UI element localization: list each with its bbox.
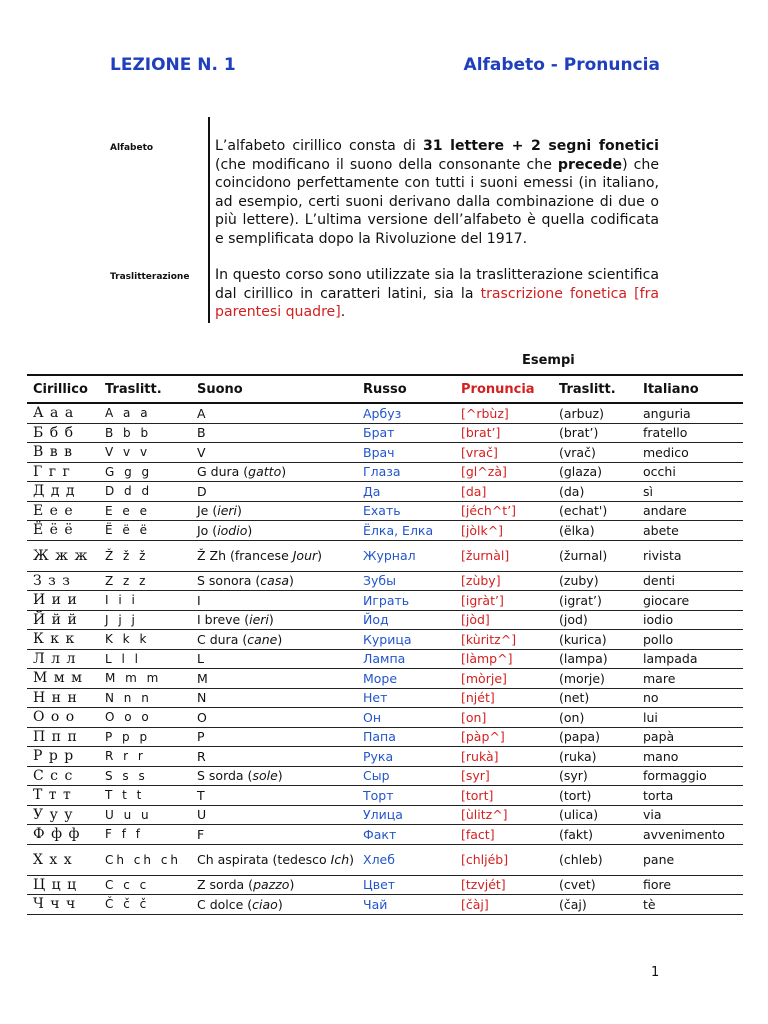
- cell-sound: [191, 766, 357, 786]
- intro-bold: 31 lettere + 2 segni fonetici: [422, 138, 659, 154]
- cell-translit: R r r: [99, 747, 191, 767]
- cell-cyrillic: Р р р: [27, 747, 99, 767]
- cell-translit-2: (cvet): [553, 875, 637, 895]
- cell-sound: [191, 825, 357, 845]
- cell-italian: occhi: [637, 462, 743, 482]
- cell-italian: lui: [637, 708, 743, 728]
- cell-translit: C c c: [99, 875, 191, 895]
- cell-cyrillic: А а а: [27, 403, 99, 423]
- sound-example: ciao: [252, 896, 278, 912]
- cell-translit: M m m: [99, 669, 191, 689]
- cell-translit: I i i: [99, 591, 191, 611]
- header-translit: Traslitt.: [99, 375, 191, 403]
- sound-text: Ž Zh (francese: [197, 548, 293, 563]
- cell-cyrillic: Й й й: [27, 610, 99, 630]
- cell-translit-2: (papa): [553, 727, 637, 747]
- cell-translit-2: (echat'): [553, 501, 637, 521]
- cell-russian: Йод: [357, 610, 455, 630]
- cell-translit: S s s: [99, 766, 191, 786]
- table-row: [27, 462, 743, 482]
- cell-italian: formaggio: [637, 766, 743, 786]
- sound-text: I breve (: [197, 612, 250, 628]
- sound-text-end: ): [349, 852, 355, 867]
- intro-paragraph-alphabet: [215, 137, 659, 249]
- sound-text: P: [197, 729, 205, 745]
- sound-example: casa: [260, 573, 290, 589]
- table-row: [27, 895, 743, 915]
- cell-sound: [191, 571, 357, 591]
- sound-text-end: ): [289, 573, 294, 589]
- cell-sound: [191, 403, 357, 423]
- cell-italian: avvenimento: [637, 825, 743, 845]
- sound-text: Je (: [197, 503, 218, 519]
- cell-russian: Хлеб: [357, 844, 455, 875]
- cell-pronunciation: [zùby]: [455, 571, 553, 591]
- cell-translit: B b b: [99, 423, 191, 443]
- cell-russian: Ёлка, Елка: [357, 521, 455, 541]
- cell-pronunciation: [mòrje]: [455, 669, 553, 689]
- sound-example: iodio: [217, 522, 248, 538]
- cell-russian: Цвет: [357, 875, 455, 895]
- table-body: [27, 403, 743, 914]
- cell-translit-2: (ulica): [553, 805, 637, 825]
- cell-italian: fiore: [637, 875, 743, 895]
- sound-text-end: ): [277, 896, 283, 912]
- cell-translit: N n n: [99, 688, 191, 708]
- cell-pronunciation: [pàp^]: [455, 727, 553, 747]
- cell-pronunciation: [brat’]: [455, 423, 553, 443]
- cell-translit-2: (tort): [553, 786, 637, 806]
- table-row: [27, 669, 743, 689]
- cell-pronunciation: [čàj]: [455, 895, 553, 915]
- table-row: [27, 825, 743, 845]
- cell-translit-2: (arbuz): [553, 403, 637, 423]
- cell-italian: sì: [637, 482, 743, 502]
- cell-translit-2: (syr): [553, 766, 637, 786]
- cell-translit: Z z z: [99, 571, 191, 591]
- sound-example: ieri: [249, 612, 269, 628]
- table-row: [27, 591, 743, 611]
- sound-example: Jour: [292, 548, 318, 563]
- cell-translit: U u u: [99, 805, 191, 825]
- table-row: [27, 423, 743, 443]
- cell-cyrillic: Ё ё ё: [27, 521, 99, 541]
- intro-text: ) che coincidono perfettamente con tutti i suoni emessi (in italiano, ad esempio, certi suoni derivano dalla combinazione di due o più lettere). L’ultima versione dell’alfabeto è quella codificata e semplificata dopo la Rivoluzione del 1917.: [215, 156, 659, 247]
- cell-italian: torta: [637, 786, 743, 806]
- cell-translit: F f f: [99, 825, 191, 845]
- table-row: [27, 766, 743, 786]
- cell-russian: Брат: [357, 423, 455, 443]
- sound-text: C dolce (: [197, 896, 253, 912]
- cell-sound: [191, 423, 357, 443]
- cell-sound: [191, 462, 357, 482]
- cell-translit-2: (chleb): [553, 844, 637, 875]
- cell-russian: Папа: [357, 727, 455, 747]
- topic-title: Alfabeto - Pronuncia: [463, 55, 660, 75]
- table-row: [27, 805, 743, 825]
- sound-text-end: ): [277, 768, 283, 784]
- cell-pronunciation: [làmp^]: [455, 649, 553, 669]
- cell-pronunciation: [fact]: [455, 825, 553, 845]
- cell-cyrillic: О о о: [27, 708, 99, 728]
- cell-pronunciation: [jòd]: [455, 610, 553, 630]
- cell-pronunciation: [tort]: [455, 786, 553, 806]
- cell-cyrillic: Х х х: [27, 844, 99, 875]
- table-row: [27, 443, 743, 463]
- label-alfabeto: Alfabeto: [110, 143, 154, 153]
- cell-translit-2: (glaza): [553, 462, 637, 482]
- cell-translit: G g g: [99, 462, 191, 482]
- page-number: 1: [651, 965, 660, 980]
- cell-italian: medico: [637, 443, 743, 463]
- cell-cyrillic: Б б б: [27, 423, 99, 443]
- cell-translit: A a a: [99, 403, 191, 423]
- cell-italian: tè: [637, 895, 743, 915]
- table-row: [27, 786, 743, 806]
- table-row: [27, 482, 743, 502]
- cell-sound: [191, 895, 357, 915]
- table-row: [27, 610, 743, 630]
- header-pronunciation: Pronuncia: [455, 375, 553, 403]
- cell-russian: Лампа: [357, 649, 455, 669]
- cell-translit: P p p: [99, 727, 191, 747]
- header-sound: Suono: [191, 375, 357, 403]
- lesson-title: LEZIONE N. 1: [110, 55, 236, 75]
- intro-text: In questo corso sono utilizzate sia la traslitterazione scientifica dal cirillico in caratteri latini, sia la: [215, 267, 659, 302]
- cell-pronunciation: [igràt’]: [455, 591, 553, 611]
- cell-italian: andare: [637, 501, 743, 521]
- sound-text: U: [197, 807, 207, 823]
- cell-sound: [191, 443, 357, 463]
- cell-russian: Рука: [357, 747, 455, 767]
- cell-sound: [191, 649, 357, 669]
- sound-text: F: [197, 826, 205, 842]
- cell-pronunciation: [kùritz^]: [455, 630, 553, 650]
- sound-text-end: ): [237, 503, 242, 519]
- cell-sound: [191, 501, 357, 521]
- sound-example: ieri: [217, 503, 238, 519]
- cell-russian: Журнал: [357, 540, 455, 571]
- cell-russian: Играть: [357, 591, 455, 611]
- cell-pronunciation: [on]: [455, 708, 553, 728]
- sound-text: G dura (: [197, 464, 249, 480]
- cell-italian: anguria: [637, 403, 743, 423]
- cell-cyrillic: И и и: [27, 591, 99, 611]
- cell-russian: Арбуз: [357, 403, 455, 423]
- cell-italian: iodio: [637, 610, 743, 630]
- cell-cyrillic: П п п: [27, 727, 99, 747]
- cell-russian: Нет: [357, 688, 455, 708]
- cell-sound: [191, 875, 357, 895]
- cell-translit-2: (ruka): [553, 747, 637, 767]
- sound-text: T: [197, 787, 205, 803]
- cell-cyrillic: К к к: [27, 630, 99, 650]
- cell-translit: L l l: [99, 649, 191, 669]
- cell-translit-2: (morje): [553, 669, 637, 689]
- cell-cyrillic: Г г г: [27, 462, 99, 482]
- table-row: [27, 747, 743, 767]
- sound-text: R: [197, 748, 206, 764]
- cell-cyrillic: Ф ф ф: [27, 825, 99, 845]
- cell-italian: rivista: [637, 540, 743, 571]
- cell-italian: abete: [637, 521, 743, 541]
- cell-italian: via: [637, 805, 743, 825]
- table-row: [27, 571, 743, 591]
- cell-pronunciation: [ùlitz^]: [455, 805, 553, 825]
- cell-cyrillic: Ж ж ж: [27, 540, 99, 571]
- cell-russian: Улица: [357, 805, 455, 825]
- sound-text: M: [197, 670, 208, 686]
- sound-text: S sorda (: [197, 768, 253, 784]
- cell-translit: Ch ch ch: [99, 844, 191, 875]
- cell-russian: Врач: [357, 443, 455, 463]
- table-row: [27, 727, 743, 747]
- cell-translit-2: (da): [553, 482, 637, 502]
- cell-sound: [191, 708, 357, 728]
- table-row: [27, 844, 743, 875]
- cell-italian: mare: [637, 669, 743, 689]
- cell-translit-2: (žurnal): [553, 540, 637, 571]
- cell-pronunciation: [rukà]: [455, 747, 553, 767]
- cell-translit-2: (igrat’): [553, 591, 637, 611]
- header-translit-2: Traslitt.: [553, 375, 637, 403]
- cell-italian: mano: [637, 747, 743, 767]
- table-row: [27, 403, 743, 423]
- cell-pronunciation: [vrač]: [455, 443, 553, 463]
- sound-text-end: ): [289, 877, 295, 893]
- cell-pronunciation: [tzvjét]: [455, 875, 553, 895]
- cell-italian: denti: [637, 571, 743, 591]
- cell-sound: [191, 688, 357, 708]
- sound-text: N: [197, 690, 207, 706]
- cell-russian: Море: [357, 669, 455, 689]
- cell-italian: pane: [637, 844, 743, 875]
- cell-sound: [191, 844, 357, 875]
- cell-translit-2: (zuby): [553, 571, 637, 591]
- cell-pronunciation: [jòlk^]: [455, 521, 553, 541]
- cell-russian: Торт: [357, 786, 455, 806]
- cell-translit-2: (vrač): [553, 443, 637, 463]
- cell-russian: Да: [357, 482, 455, 502]
- header-cyrillic: Cirillico: [27, 375, 99, 403]
- cell-pronunciation: [^rbùz]: [455, 403, 553, 423]
- cell-sound: [191, 540, 357, 571]
- table-row: [27, 540, 743, 571]
- sound-text-end: ): [247, 522, 253, 538]
- sound-text: B: [197, 425, 206, 441]
- cell-sound: [191, 805, 357, 825]
- cell-russian: Ехать: [357, 501, 455, 521]
- intro-paragraph-transliteration: [215, 266, 659, 322]
- sound-text: O: [197, 709, 207, 725]
- cell-italian: lampada: [637, 649, 743, 669]
- table-header-row: [27, 375, 743, 403]
- table-row: [27, 630, 743, 650]
- sound-text-end: ): [281, 464, 287, 480]
- sound-text: Ch aspirata (tedesco: [197, 852, 331, 867]
- cell-cyrillic: В в в: [27, 443, 99, 463]
- alphabet-table: [27, 374, 743, 915]
- cell-russian: Курица: [357, 630, 455, 650]
- cell-russian: Сыр: [357, 766, 455, 786]
- cell-russian: Факт: [357, 825, 455, 845]
- intro-text: L’alfabeto cirillico consta di: [215, 138, 423, 154]
- cell-italian: fratello: [637, 423, 743, 443]
- intro-text: .: [340, 304, 346, 321]
- sound-text-end: ): [268, 612, 274, 628]
- cell-pronunciation: [jéch^t’]: [455, 501, 553, 521]
- cell-cyrillic: М м м: [27, 669, 99, 689]
- cell-cyrillic: У у у: [27, 805, 99, 825]
- cell-translit: Ë ë ë: [99, 521, 191, 541]
- examples-group-label: Esempi: [522, 353, 575, 368]
- header-russian: Russo: [357, 375, 455, 403]
- cell-italian: giocare: [637, 591, 743, 611]
- cell-translit: E e e: [99, 501, 191, 521]
- sound-example: pazzo: [253, 877, 290, 893]
- cell-pronunciation: [syr]: [455, 766, 553, 786]
- cell-cyrillic: Н н н: [27, 688, 99, 708]
- cell-italian: papà: [637, 727, 743, 747]
- cell-sound: [191, 610, 357, 630]
- sound-text-end: ): [317, 548, 323, 563]
- cell-sound: [191, 591, 357, 611]
- intro-bold: precede: [557, 156, 623, 173]
- intro-red-text: trascrizione fonetica [fra parentesi quadre]: [215, 285, 660, 321]
- cell-translit-2: (net): [553, 688, 637, 708]
- cell-sound: [191, 482, 357, 502]
- cell-translit: D d d: [99, 482, 191, 502]
- sound-text: S sonora (: [197, 573, 261, 589]
- sound-text: D: [197, 483, 207, 499]
- cell-cyrillic: С с с: [27, 766, 99, 786]
- cell-translit: V v v: [99, 443, 191, 463]
- cell-translit: K k k: [99, 630, 191, 650]
- sound-example: cane: [247, 631, 278, 647]
- cell-sound: [191, 669, 357, 689]
- table-row: [27, 708, 743, 728]
- cell-translit-2: (kurica): [553, 630, 637, 650]
- intro-text: (che modificano il suono della consonante che: [215, 156, 558, 173]
- sound-text: A: [197, 405, 206, 421]
- table-row: [27, 501, 743, 521]
- cell-cyrillic: Ц ц ц: [27, 875, 99, 895]
- cell-sound: [191, 786, 357, 806]
- cell-sound: [191, 630, 357, 650]
- cell-pronunciation: [njét]: [455, 688, 553, 708]
- sound-text: Z sorda (: [197, 877, 254, 893]
- table-row: [27, 649, 743, 669]
- cell-russian: Чай: [357, 895, 455, 915]
- cell-cyrillic: Ч ч ч: [27, 895, 99, 915]
- cell-translit: O o o: [99, 708, 191, 728]
- cell-russian: Глаза: [357, 462, 455, 482]
- cell-translit: Ž ž ž: [99, 540, 191, 571]
- page-header: [110, 55, 660, 79]
- cell-translit: J j j: [99, 610, 191, 630]
- cell-translit: T t t: [99, 786, 191, 806]
- cell-translit-2: (ëlka): [553, 521, 637, 541]
- cell-pronunciation: [žurnàl]: [455, 540, 553, 571]
- table-row: [27, 688, 743, 708]
- cell-pronunciation: [chljéb]: [455, 844, 553, 875]
- sound-text-end: ): [277, 631, 283, 647]
- cell-translit-2: (čaj): [553, 895, 637, 915]
- table-row: [27, 875, 743, 895]
- vertical-divider: [208, 117, 210, 323]
- table-row: [27, 521, 743, 541]
- cell-italian: no: [637, 688, 743, 708]
- cell-translit-2: (jod): [553, 610, 637, 630]
- cell-sound: [191, 747, 357, 767]
- cell-cyrillic: Д д д: [27, 482, 99, 502]
- cell-italian: pollo: [637, 630, 743, 650]
- sound-text: Jo (: [197, 522, 218, 538]
- cell-translit-2: (lampa): [553, 649, 637, 669]
- cell-translit-2: (brat’): [553, 423, 637, 443]
- cell-sound: [191, 727, 357, 747]
- sound-example: Ich: [330, 852, 350, 867]
- cell-cyrillic: Е е е: [27, 501, 99, 521]
- cell-russian: Он: [357, 708, 455, 728]
- sound-example: gatto: [248, 464, 282, 480]
- cell-russian: Зубы: [357, 571, 455, 591]
- sound-text: C dura (: [197, 631, 248, 647]
- cell-translit: Č č č: [99, 895, 191, 915]
- cell-cyrillic: Л л л: [27, 649, 99, 669]
- cell-sound: [191, 521, 357, 541]
- cell-pronunciation: [gl^zà]: [455, 462, 553, 482]
- header-italian: Italiano: [637, 375, 743, 403]
- cell-translit-2: (on): [553, 708, 637, 728]
- sound-text: V: [197, 444, 206, 460]
- label-traslitterazione: Traslitterazione: [110, 272, 190, 282]
- cell-pronunciation: [da]: [455, 482, 553, 502]
- sound-text: L: [197, 651, 204, 667]
- sound-example: sole: [252, 768, 278, 784]
- cell-cyrillic: Т т т: [27, 786, 99, 806]
- sound-text: I: [197, 592, 201, 608]
- cell-translit-2: (fakt): [553, 825, 637, 845]
- cell-cyrillic: З з з: [27, 571, 99, 591]
